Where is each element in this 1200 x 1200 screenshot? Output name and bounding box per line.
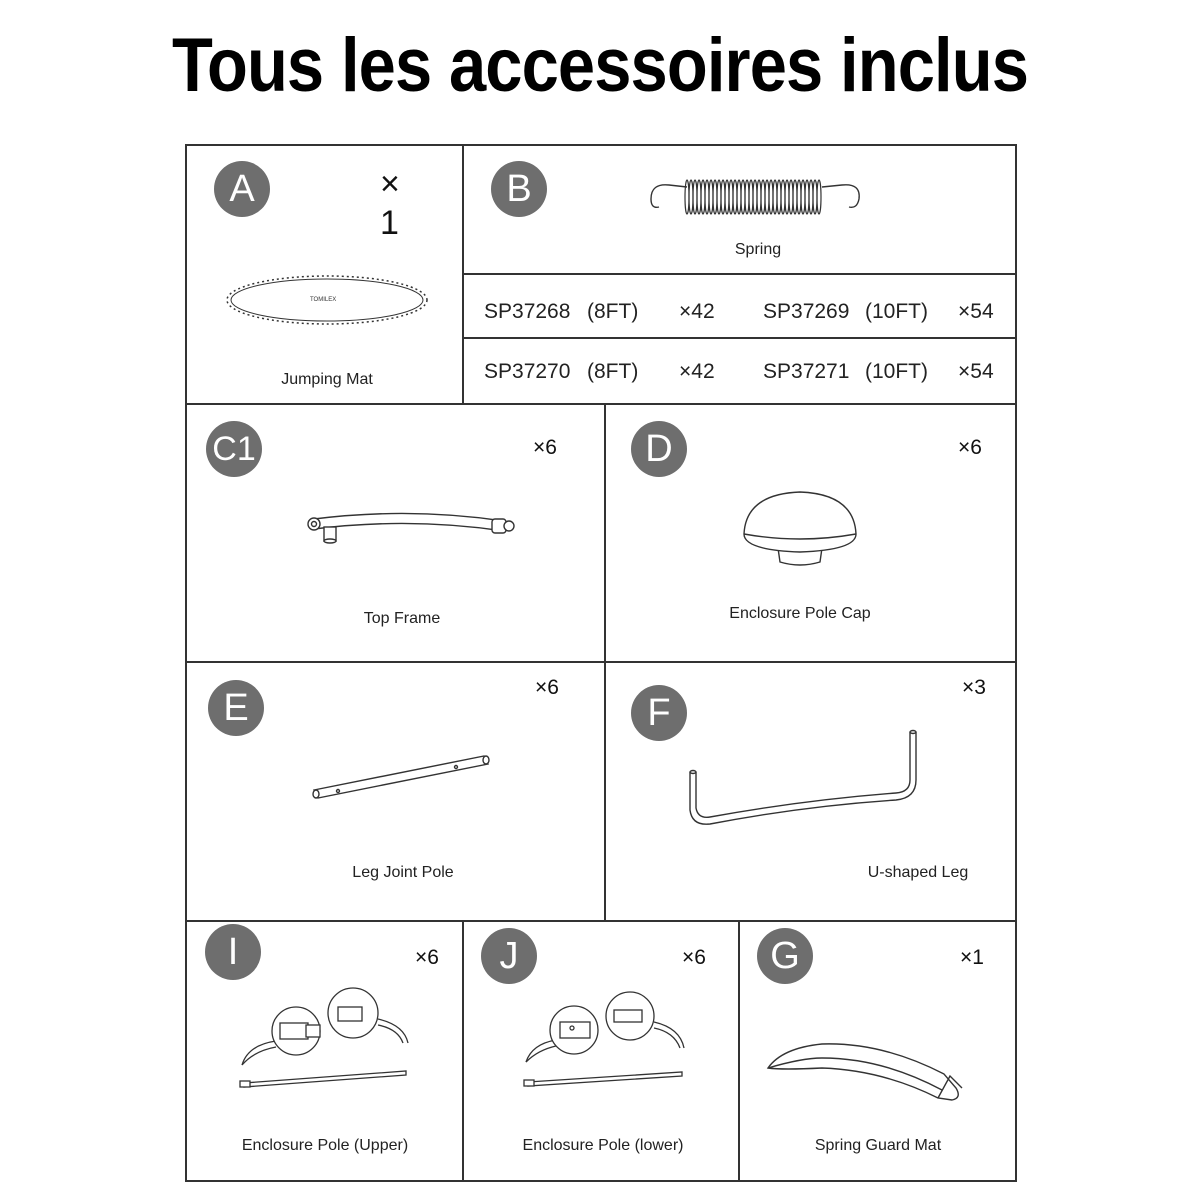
page-title: Tous les accessoires inclus bbox=[171, 23, 1029, 108]
part-a-quantity: × 1 bbox=[380, 165, 400, 242]
spring-code-4: SP37271 bbox=[763, 360, 850, 383]
part-i-label: Enclosure Pole (Upper) bbox=[241, 1137, 409, 1154]
part-g-quantity: ×1 bbox=[960, 946, 984, 969]
u-shaped-leg-icon bbox=[684, 722, 934, 832]
spring-qty-3: ×42 bbox=[679, 360, 715, 383]
part-a-label: Jumping Mat bbox=[281, 371, 373, 388]
part-d-label: Enclosure Pole Cap bbox=[729, 605, 871, 622]
part-g-label: Spring Guard Mat bbox=[814, 1137, 942, 1154]
part-e-quantity: ×6 bbox=[535, 676, 559, 699]
part-c1-quantity: ×6 bbox=[533, 436, 557, 459]
part-j-label: Enclosure Pole (lower) bbox=[522, 1137, 684, 1154]
spring-qty-2: ×54 bbox=[958, 300, 994, 323]
spring-size-3: (8FT) bbox=[587, 360, 639, 383]
spring-size-4: (10FT) bbox=[865, 360, 928, 383]
spring-code-3: SP37270 bbox=[484, 360, 571, 383]
pole-cap-icon bbox=[740, 490, 860, 570]
part-a-badge: A bbox=[214, 161, 270, 217]
top-frame-icon bbox=[304, 505, 519, 550]
part-e-badge: E bbox=[208, 680, 264, 736]
part-c1-label: Top Frame bbox=[363, 610, 441, 627]
part-g-badge: G bbox=[757, 928, 813, 984]
spring-code-1: SP37268 bbox=[484, 300, 571, 323]
spring-qty-1: ×42 bbox=[679, 300, 715, 323]
spring-icon bbox=[647, 175, 867, 220]
jumping-mat-icon bbox=[222, 270, 432, 330]
part-f-badge: F bbox=[631, 685, 687, 741]
mat-brand-text: TOMILEX bbox=[310, 297, 337, 303]
spring-code-2: SP37269 bbox=[763, 300, 850, 323]
part-e-label: Leg Joint Pole bbox=[352, 864, 454, 881]
part-i-quantity: ×6 bbox=[415, 946, 439, 969]
part-d-quantity: ×6 bbox=[958, 436, 982, 459]
part-j-quantity: ×6 bbox=[682, 946, 706, 969]
part-b-badge: B bbox=[491, 161, 547, 217]
part-f-quantity: ×3 bbox=[962, 676, 986, 699]
part-c1-badge: C1 bbox=[206, 421, 262, 477]
part-j-badge: J bbox=[481, 928, 537, 984]
part-i-badge: I bbox=[205, 924, 261, 980]
spring-size-1: (8FT) bbox=[587, 300, 639, 323]
part-b-label: Spring bbox=[734, 241, 782, 258]
spring-qty-4: ×54 bbox=[958, 360, 994, 383]
part-f-label: U-shaped Leg bbox=[867, 864, 969, 881]
spring-guard-mat-icon bbox=[762, 1028, 972, 1103]
spring-size-2: (10FT) bbox=[865, 300, 928, 323]
part-d-badge: D bbox=[631, 421, 687, 477]
upper-pole-icon bbox=[238, 985, 413, 1090]
lower-pole-icon bbox=[522, 992, 692, 1092]
leg-joint-pole-icon bbox=[308, 752, 493, 802]
